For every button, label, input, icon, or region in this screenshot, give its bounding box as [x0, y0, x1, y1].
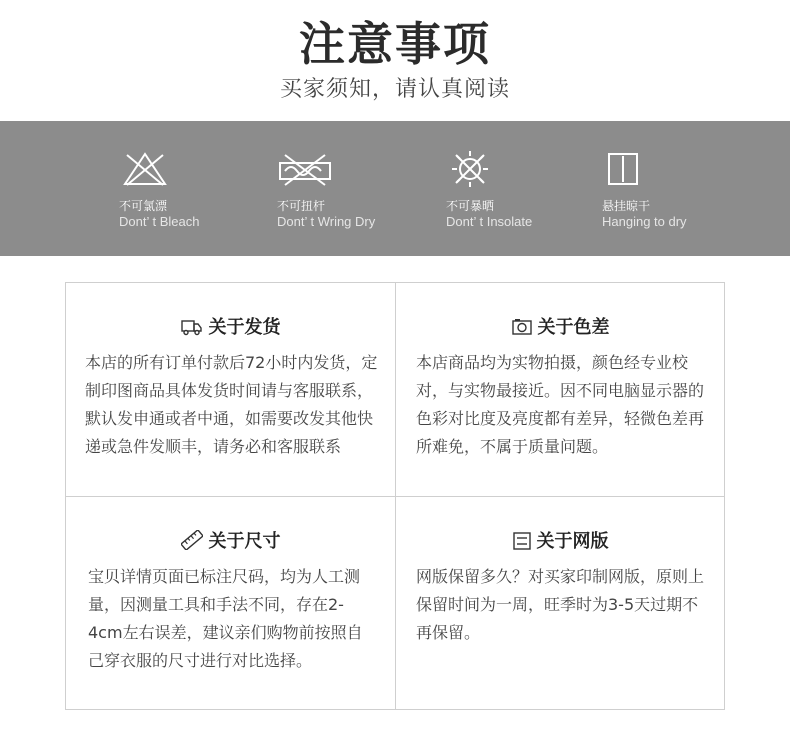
screen-plate-icon: [513, 532, 531, 550]
section-heading: [66, 313, 395, 339]
section-body: 本店商品均为实物拍摄，颜色经专业校对，与实物最接近。因不同电脑显示器的色彩对比度及亮度都有差异，轻微色差再所难免，不属于质量问题。: [416, 353, 705, 456]
page-title: 注意事项: [299, 17, 491, 71]
ruler-icon: [181, 530, 203, 550]
section-body: 网版保留多久？对买家印制网版，原则上保留时间为一周，旺季时为3-5天过期不再保留。: [416, 567, 705, 642]
no-insolate-icon: [448, 149, 492, 189]
section-body: 宝贝详情页面已标注尺码，均为人工测量，因测量工具和手法不同，存在2- 4cm左右误差，建议亲们购物前按照自己穿衣服的尺寸进行对比选择。: [88, 567, 363, 670]
section-body: 本店的所有订单付款后72小时内发货，定制印图商品具体发货时间请与客服联系，默认发申通或者中通，如需要改发其他快递或急件发顺丰，请务必和客服联系: [85, 353, 378, 456]
hang-dry-icon: [606, 151, 640, 187]
care-label-en: Dont’ t Wring Dry: [277, 214, 376, 229]
care-label-en: Dont’ t Insolate: [446, 214, 533, 229]
notice-grid: [65, 282, 725, 710]
no-bleach-icon: [121, 151, 169, 187]
section-color-difference: [396, 283, 725, 496]
care-label-en: Dont’ t Bleach: [119, 214, 200, 229]
care-label-cn: 不可扭杆: [277, 199, 326, 213]
section-title: 关于网版: [536, 531, 609, 552]
section-heading: [66, 527, 395, 553]
page-subtitle: 买家须知，请认真阅读: [279, 77, 510, 102]
camera-icon: [512, 318, 532, 336]
care-label-cn: 悬挂晾干: [602, 199, 651, 213]
section-screen-plate: [396, 497, 725, 710]
section-title: 关于尺寸: [208, 531, 281, 552]
care-label-en: Hanging to dry: [602, 214, 687, 229]
section-heading: [396, 313, 725, 339]
section-size: [66, 497, 395, 710]
truck-icon: [181, 318, 203, 336]
section-title: 关于色差: [537, 317, 610, 338]
no-wring-icon: [277, 151, 333, 187]
section-title: 关于发货: [208, 317, 281, 338]
care-instructions-band: [0, 121, 790, 256]
care-label-cn: 不可暴晒: [446, 199, 495, 213]
section-shipping: [66, 283, 395, 496]
section-heading: [396, 527, 725, 553]
care-label-cn: 不可氯漂: [119, 199, 168, 213]
